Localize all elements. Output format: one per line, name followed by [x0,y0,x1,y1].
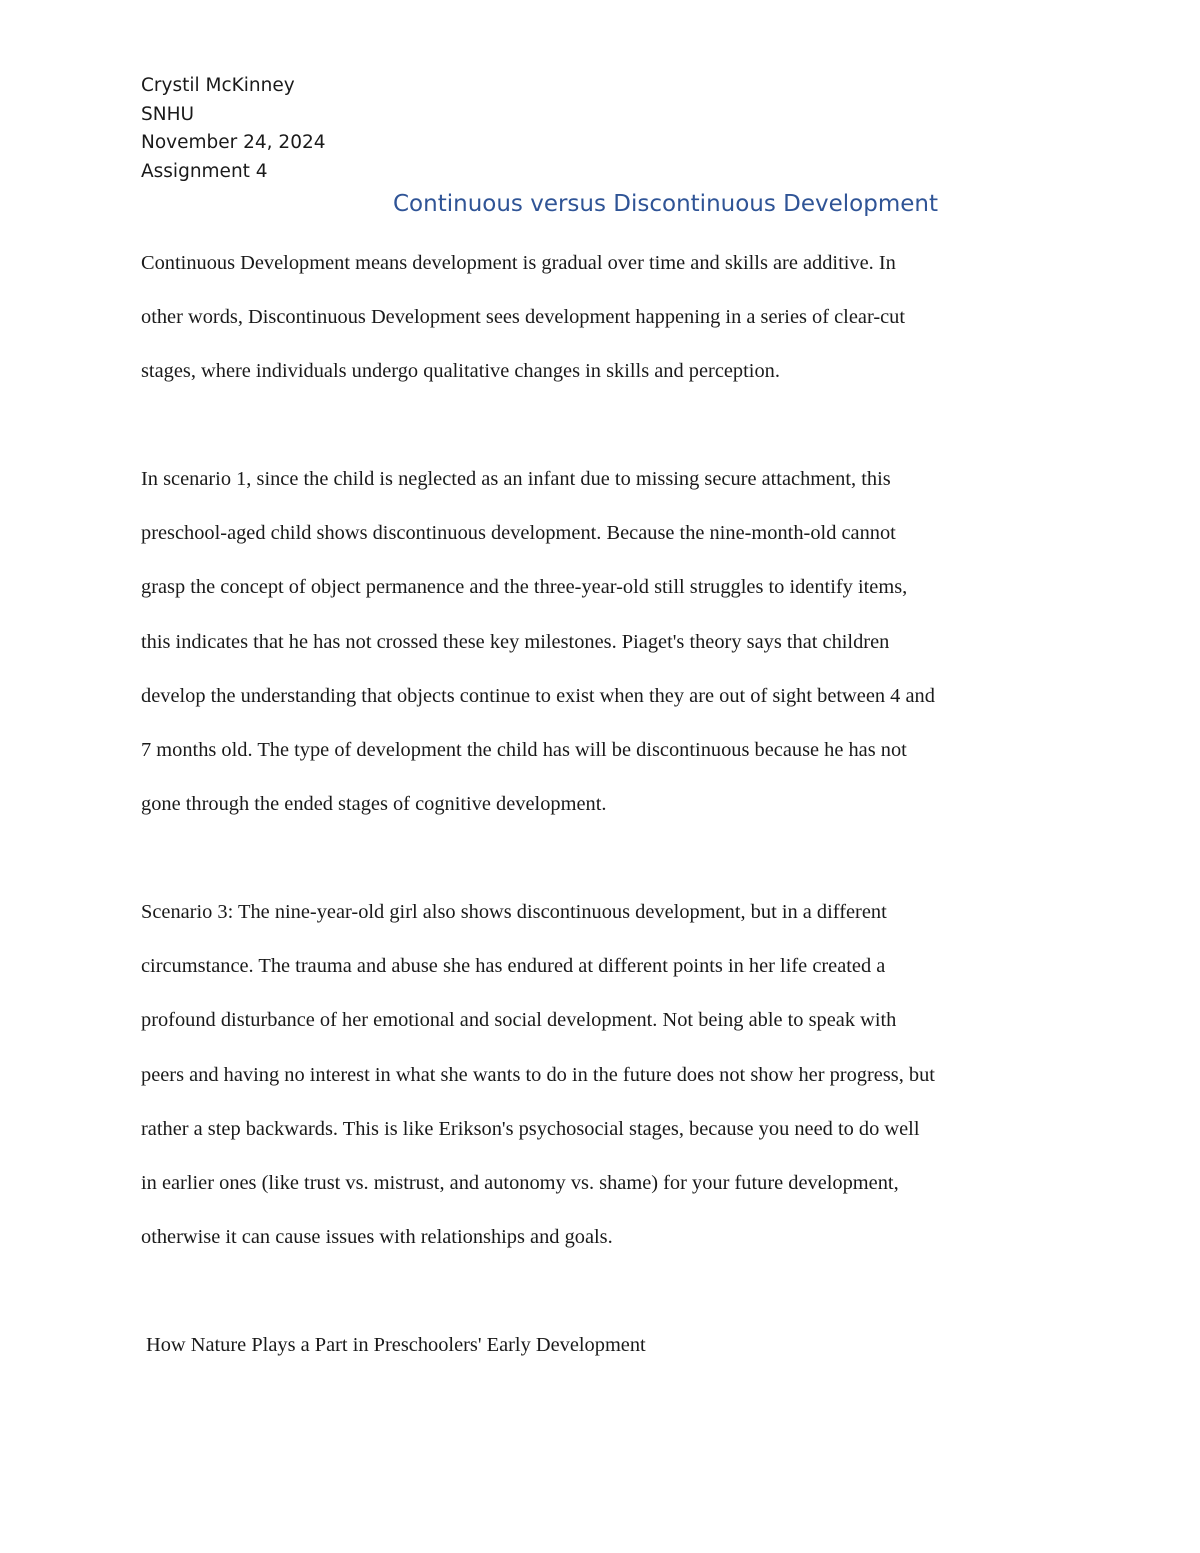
paragraph-scenario-1 [141,452,1066,831]
text-line: In scenario 1, since the child is neglected as an infant due to missing secure attachment, this [141,468,891,490]
paragraph-scenario-3 [141,885,1066,1264]
text-line: circumstance. The trauma and abuse she has endured at different points in her life created a [141,955,886,978]
text-line: Scenario 3: The nine-year-old girl also shows discontinuous development, but in a different [141,901,887,923]
text-line: Continuous Development means development is gradual over time and skills are additive. In [141,252,896,274]
section-subheading: How Nature Plays a Part in Preschoolers' Early Development [146,1334,646,1356]
text-line: rather a step backwards. This is like Erikson's psychosocial stages, because you need to do well [141,1117,920,1140]
text-line: preschool-aged child shows discontinuous development. Because the nine-month-old cannot [141,522,896,545]
document-title: Continuous versus Discontinuous Development [393,191,939,217]
text-line: peers and having no interest in what she wants to do in the future does not show her progress, but [141,1063,935,1086]
assignment-label: Assignment 4 [141,160,268,182]
text-line: in earlier ones (like trust vs. mistrust, and autonomy vs. shame) for your future development, [141,1172,899,1195]
text-line: 7 months old. The type of development the child has will be discontinuous because he has not [141,739,907,762]
text-line: gone through the ended stages of cognitive development. [141,793,607,816]
text-line: other words, Discontinuous Development sees development happening in a series of clear-cut [141,306,906,329]
text-line: develop the understanding that objects continue to exist when they are out of sight between 4 and [141,684,935,707]
text-line: profound disturbance of her emotional and social development. Not being able to speak with [141,1009,897,1032]
text-line: stages, where individuals undergo qualitative changes in skills and perception. [141,360,780,383]
paragraph-definitions [141,236,1066,399]
text-line: this indicates that he has not crossed these key milestones. Piaget's theory says that children [141,630,890,653]
text-line: grasp the concept of object permanence and the three-year-old still struggles to identify items, [141,576,908,599]
author-name: Crystil McKinney [141,75,295,96]
text-line: otherwise it can cause issues with relationships and goals. [141,1226,613,1249]
institution: SNHU [141,103,195,125]
document-header [141,72,326,186]
document-date: November 24, 2024 [141,132,326,153]
